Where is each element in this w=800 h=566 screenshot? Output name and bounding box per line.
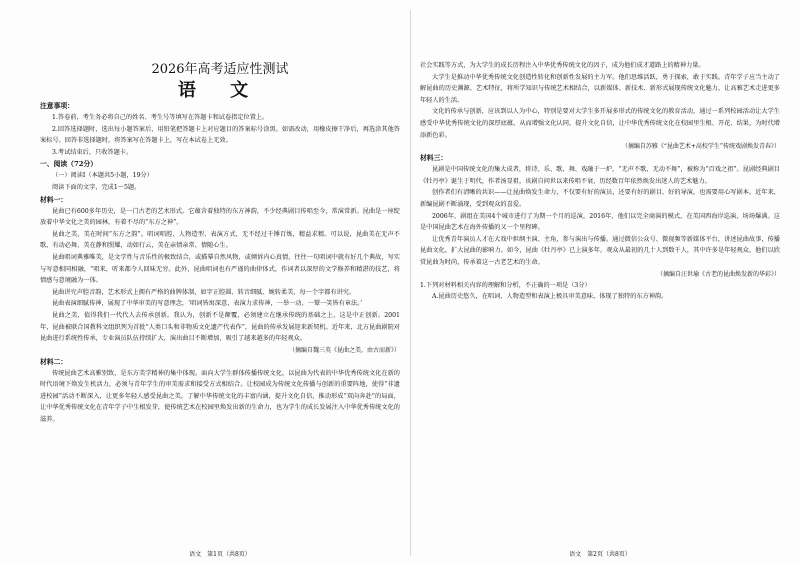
- exam-title: 2026年高考适应性测试: [151, 62, 289, 77]
- material1-source: （摘编自魏三英《昆曲之美，由古而新》）: [288, 346, 400, 354]
- right-para: 社会实践等方式，为大学生的成长历程注入中华优秀传统文化的因子，成为他们成才道路上的精神力量。: [420, 62, 705, 69]
- page-footer-left: 语文 第1页（共8页）: [189, 551, 251, 558]
- section-sub: （一）阅读Ⅰ（本题共5小题，19分）: [52, 172, 153, 180]
- right-para: 文化的传承与创新，应该到以人为中心，特别是要对大学生多开展多形式的传统文化的教育活动，通过一系列校园活动让大学生感受中华优秀传统文化的深厚底蕴，从而增强文化认同，提升文化自信，让中华优秀传统文化在校园里生根、开花、结果，为时代增添新色彩。: [420, 108, 780, 139]
- page-footer-right: 语文 第2页（共8页）: [569, 551, 631, 558]
- material1-label: 材料一：: [40, 195, 68, 204]
- exam-subject: 语 文: [177, 80, 263, 101]
- right-para: 大学生是推动中华优秀传统文化创造性转化和创新性发展的主力军。他们思维活跃，勇于探索，敢于实践。青年学子应当主动了解昆曲的历史渊源、艺术特征，将所学知识与传统艺术相结合，以新媒体、新技术、新形式展现传统文化魅力，让高雅艺术走进更多年轻人的生活。: [420, 73, 780, 104]
- right-source-bottom: （摘编自汪世瑜《古老的昆曲焕发新的华彩》）: [656, 270, 780, 278]
- notice-item: 1.答卷前，考生务必将自己的姓名、考生号等填写在答题卡和试卷指定位置上。: [52, 114, 269, 121]
- question-1: 1.下列对材料相关内容的理解和分析，不正确的一项是（3分）: [420, 281, 591, 289]
- left-page: [40, 0, 400, 566]
- material2-para: 传统昆曲艺术高雅别致，是东方美学精神的集中体现。面向大学生群体传播传统文化，以昆曲为代表的中华优秀传统文化在新的时代语境下焕发生机活力，必须与青年学生的审美需求和接受方式相结合。让校园成为传统文化传播与创新的重要阵地，使得“非遗进校园”活动不断深入，让更多年轻人感受昆曲之美，了解中华传统文化的丰富内涵，提升文化自信，推动形成“双向奔赴”的局面，让中华优秀传统文化在青年学子中生根发芽，使传统艺术在校园里焕发出新的生命力，也为学生的成长发展注入中华优秀传统文化的滋养。: [40, 369, 400, 424]
- material2-label: 材料二：: [40, 357, 68, 366]
- notice-item: 3.考试结束后，只收答题卡。: [52, 148, 133, 156]
- right-source-top: （摘编自苏雅《“昆曲艺术+高校学生”传统戏剧焕发青春》）: [621, 143, 780, 151]
- material1-para: 昆曲唱词典雅唯美，是文学性与音乐性的极致结合，或描摹自然风物，或倾诉内心真情，往往一句唱词中就有好几个典故，写实与写意相同相融，“唱来，听来都令人回味无穷。此外，昆曲唱词也有严谨的曲律体式，作词者以深厚的文学修养和精湛的技艺，将情感与意境融为一体。: [40, 253, 400, 285]
- material3-para: 创作者们有清晰的共识——让昆曲焕发生命力，不仅要有好的演员，还要有好的剧目、好的导演，也需要用心写剧本。近年来，新编昆剧不断涌现，受到观众的喜爱。: [420, 189, 780, 208]
- material1-para: 昆曲已有600多年历史，是一门古老的艺术形式。它蕴含着独特的东方神韵，不少经典剧目传唱至今，常演常新。昆曲是一座绽放着中华文化之美的园林，有着不尽的“东方之神”。: [40, 207, 400, 227]
- material1-para: 昆曲之美，值得我们一代代人去传承创新。我认为，创新不是颠覆，必须建立在继承传统的基础之上，这是中正创新。2001年，昆曲被联合国教科文组织列为首批“人类口头和非物质文化遗产代表作”，昆曲的传承发展迎来新契机。近年来，北方昆曲剧院对昆曲进行系统性传承，专业演员队伍持续扩大，演出曲目不断增加，吸引了越来越多的年轻观众。: [40, 311, 400, 343]
- material3-para: 昆剧是中国传统文化的集大成者，将诗、乐、歌、舞、戏融于一炉，“无声不歌，无动不舞”，被称为“百戏之祖”。昆剧经典剧目《牡丹亭》诞生于明代，作者汤显祖，该剧自问世以来传唱不衰，历经数百年依然焕发出迷人的艺术魅力。: [420, 166, 780, 185]
- question-1-option-a: A.昆曲历史悠久，在唱词、人物造型和表演上极具审美意味，体现了独特的东方神韵。: [432, 293, 668, 301]
- notice-item: 2.回答选择题时，选出每小题答案后，用铅笔把答题卡上对应题目的答案标号涂黑。如需改动，用橡皮擦干净后，再选涂其他答案标号。回答非选择题时，将答案写在答题卡上，写在本试卷上无效。: [40, 125, 400, 145]
- notice-block: [40, 100, 400, 426]
- material1-para: 昆曲之美，美在时间“东方之韵”。唱词唱腔、人物造型、表演方式，无不经过千锤百炼，精益求精。可以说，昆曲美在无声不歌，有动必舞，美在静和照耀，动如行云，美在亲情亲常、情随心生。: [40, 230, 400, 250]
- page-divider: [410, 10, 411, 556]
- section-instruction: 阅读下面的文字，完成1～5题。: [52, 183, 141, 191]
- material1-para: 昆曲讲究声腔音韵，艺术形式上拥有严格的曲牌体制，如字正腔圆、转音细腻、婉转柔美，每一个字都有讲究。: [52, 288, 356, 296]
- material3-para: 2006年，剧组在美国4个城市进行了为期一个月的巡演，2016年，他们以完全商演的模式，在美国西海岸巡演，场场爆满。这是中国昆曲艺术在海外传播的又一个里程碑。: [420, 212, 780, 232]
- material3-para: 让优秀青年演员人才在大戏中担纲主演、主角，参与演出与传播。通过微信公众号、微视频等新媒体平台，讲述昆曲故事，传播昆曲文化，扩大昆曲的影响力。如今，昆曲《牡丹亭》已上演多年，观众从最初的几十人到数千人，其中许多是年轻观众，他们以欣赏昆曲为时尚，传承着这一古老艺术的生命。: [420, 235, 780, 266]
- right-page: [420, 0, 780, 566]
- right-content: [420, 60, 780, 303]
- material3-label: 材料三：: [420, 154, 448, 163]
- material1-para: 昆曲表演细腻传神，展现了中华审美的写意理念，‘唱词皆寓深意，表演力求传神，一举一动、一颦一笑皆有章法。’: [52, 300, 363, 308]
- notice-heading: 注意事项：: [40, 102, 74, 110]
- section-heading: 一、阅读（72分）: [40, 160, 98, 169]
